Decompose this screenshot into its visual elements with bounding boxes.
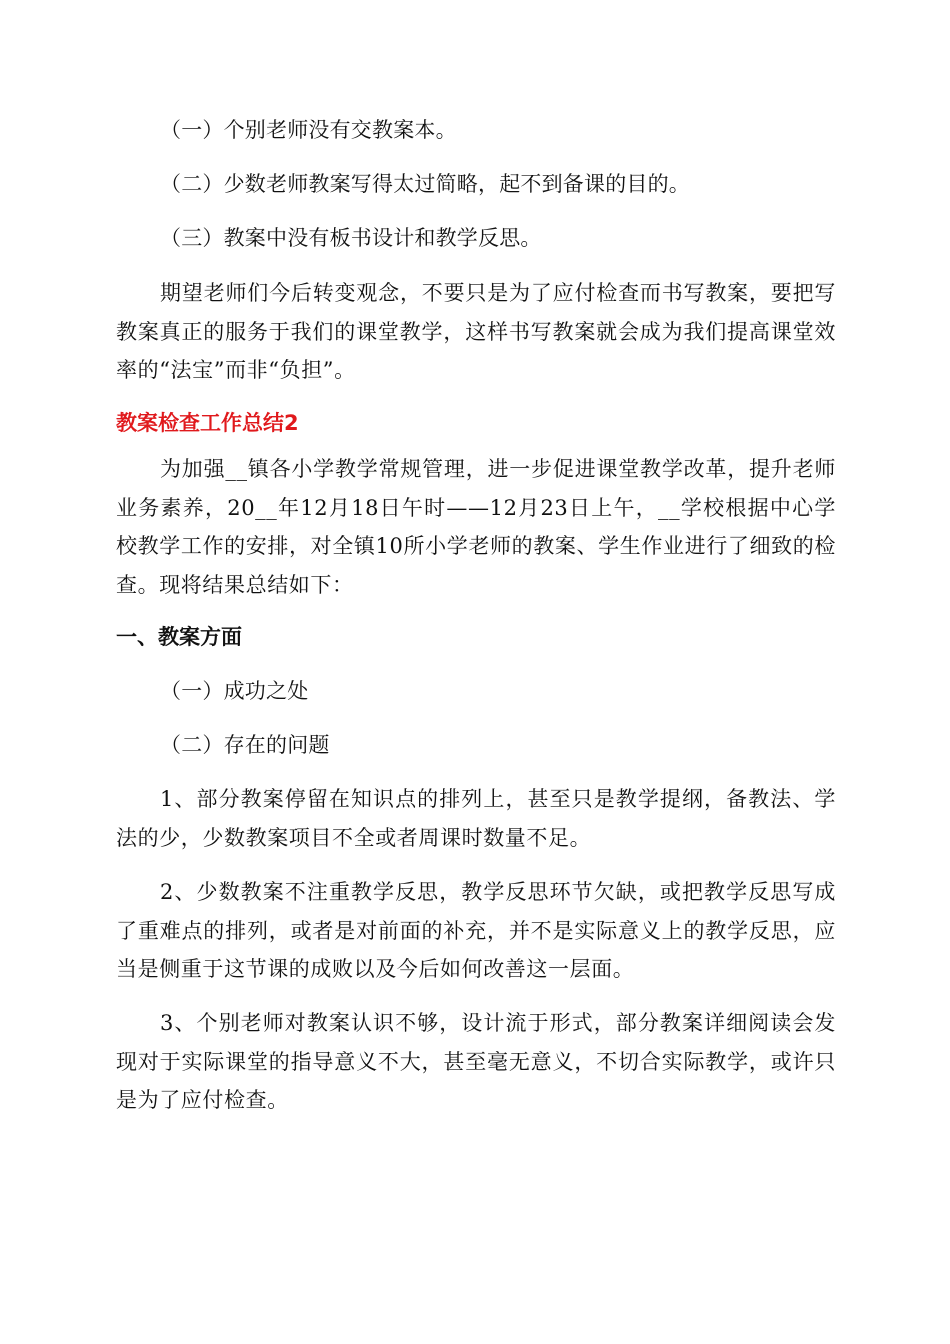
problem-paragraph-3: 3、个别老师对教案认识不够，设计流于形式，部分教案详细阅读会发现对于实际课堂的指导意义不大，甚至毫无意义，不切合实际教学，或许只是为了应付检查。 — [116, 1011, 836, 1112]
hope-paragraph: 期望老师们今后转变观念，不要只是为了应付检查而书写教案，要把写教案真正的服务于我们的课堂教学，这样书写教案就会成为我们提高课堂效率的“法宝”而非“负担”。 — [116, 281, 836, 382]
section1-problems-subheading: （二）存在的问题 — [160, 733, 330, 757]
problem-paragraph-2: 2、少数教案不注重教学反思，教学反思环节欠缺，或把教学反思写成了重难点的排列，或者是对前面的补充，并不是实际意义上的教学反思，应当是侧重于这节课的成败以及今后如何改善这一层面。 — [116, 880, 836, 981]
section1-title: 一、教案方面 — [116, 625, 242, 649]
summary2-title: 教案检查工作总结2 — [116, 411, 299, 435]
summary2-intro-paragraph: 为加强__镇各小学教学常规管理，进一步促进课堂教学改革，提升老师业务素养，20__年12月18日午时——12月23日上午，__学校根据中心学校教学工作的安排，对全镇10所小学老师的教案、学生作业进行了细致的检查。现将结果总结如下： — [116, 457, 836, 597]
issue-item-1: （一）个别老师没有交教案本。 — [160, 118, 457, 142]
section1-success-subheading: （一）成功之处 — [160, 679, 309, 703]
issue-item-2: （二）少数老师教案写得太过简略，起不到备课的目的。 — [160, 172, 690, 196]
issue-item-3: （三）教案中没有板书设计和教学反思。 — [160, 226, 542, 250]
problem-paragraph-1: 1、部分教案停留在知识点的排列上，甚至只是教学提纲，备教法、学法的少，少数教案项目不全或者周课时数量不足。 — [116, 787, 836, 850]
